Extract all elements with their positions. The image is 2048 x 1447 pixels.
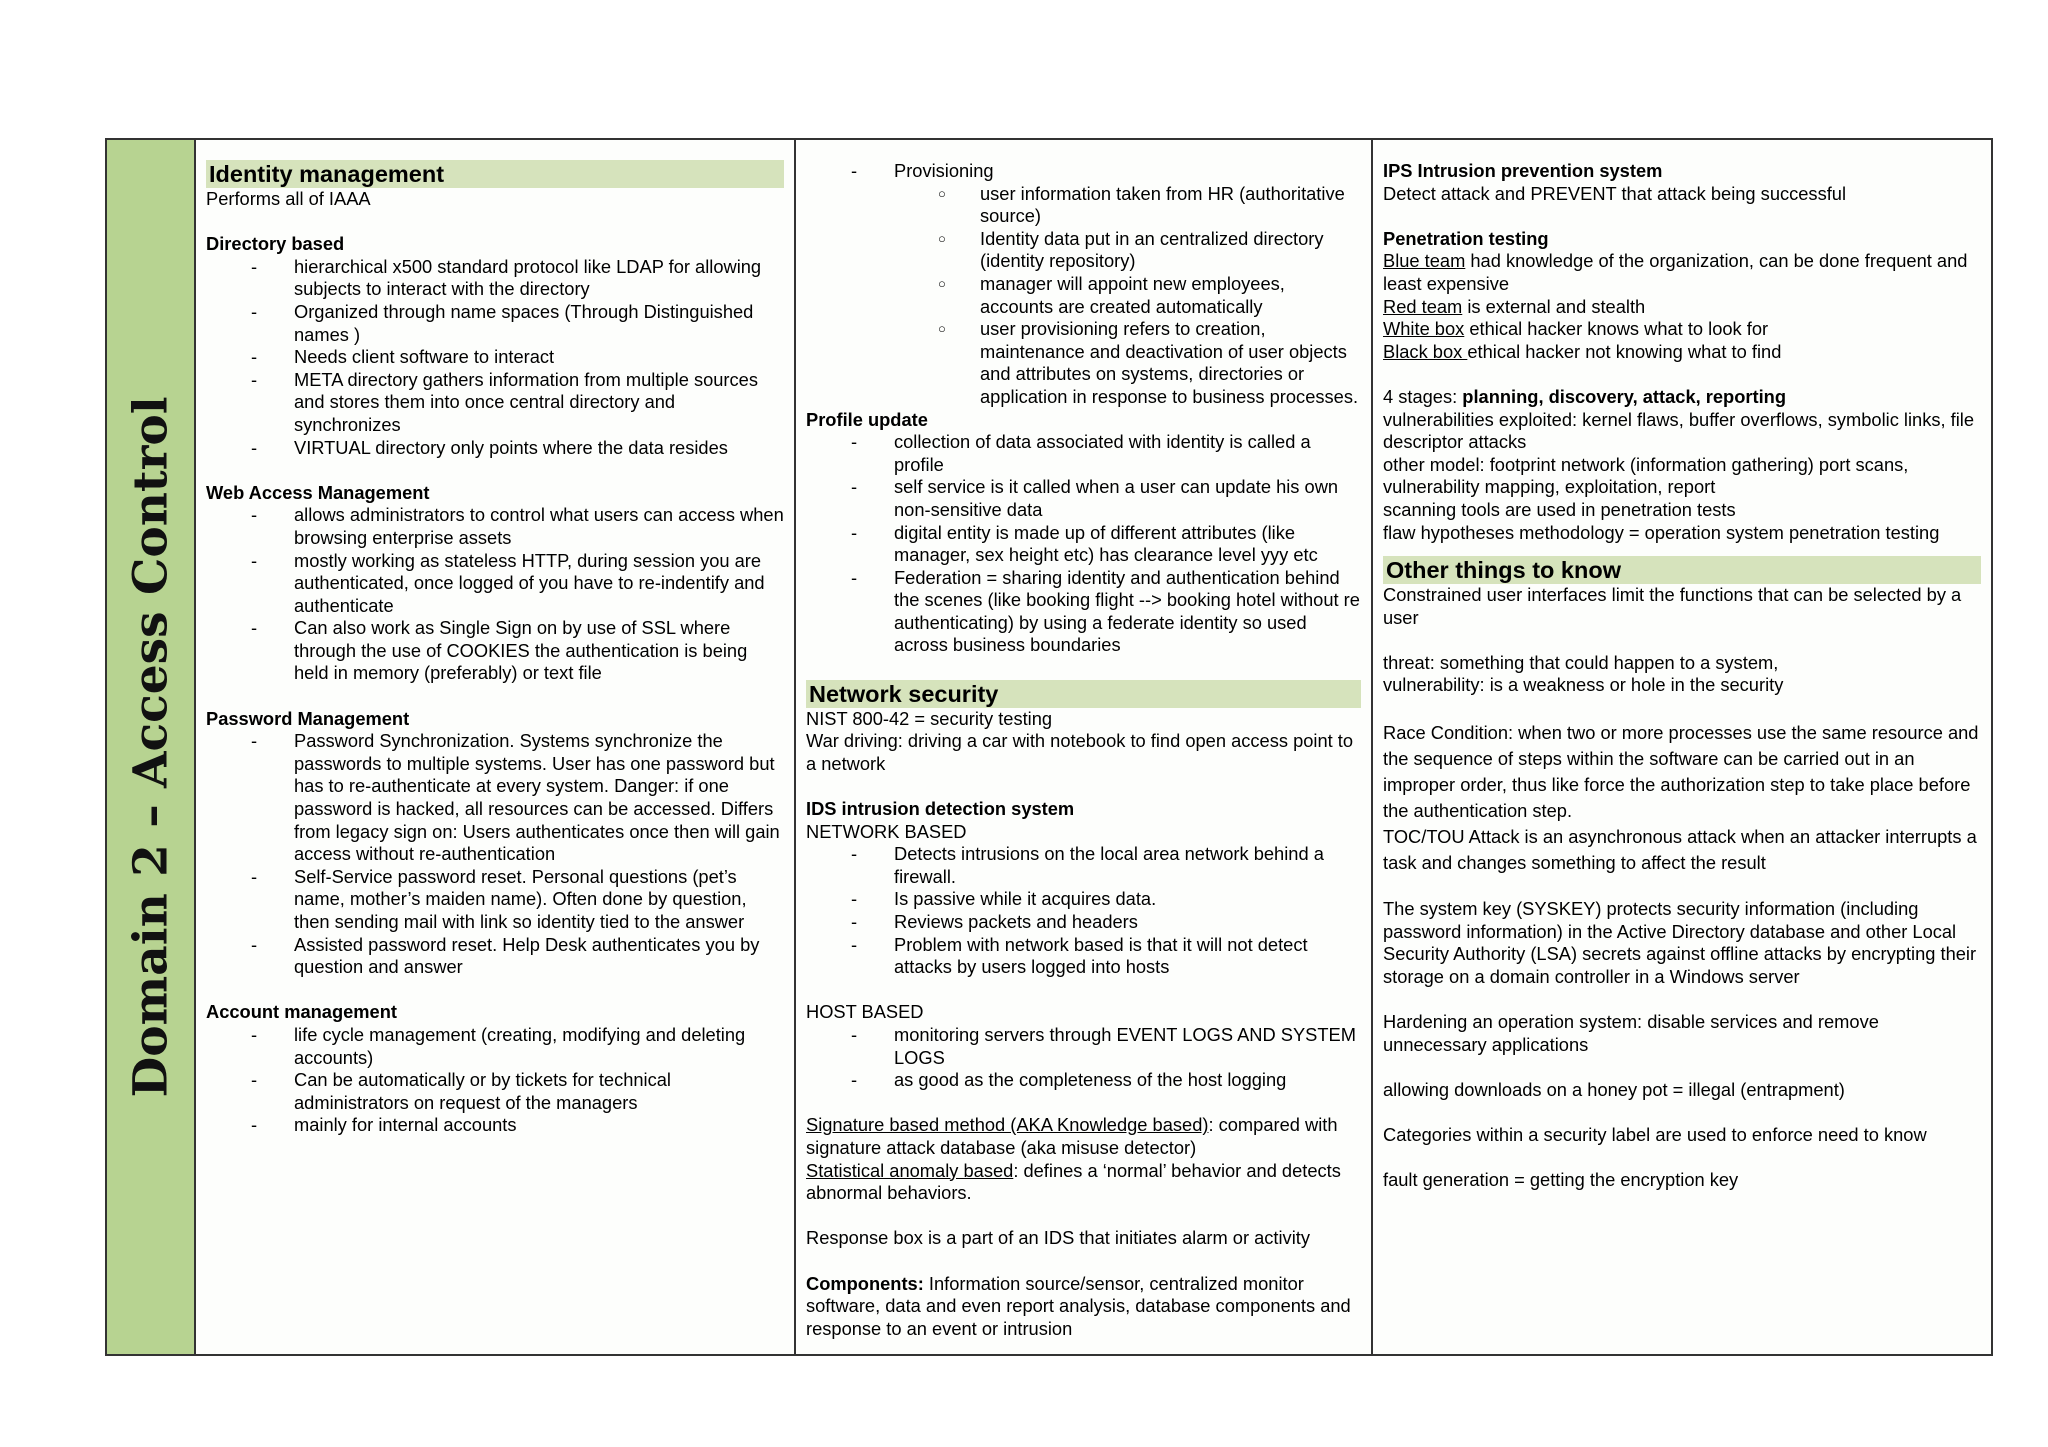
syskey-text: The system key (SYSKEY) protects security information (including password information) in the Active Directory database and other Local Security Authority (LSA) secrets against offline attacks by encrypting their storage on a domain controller in a Windows server: [1383, 898, 1977, 988]
web-access-list: [206, 504, 784, 685]
subheading-web-access: Web Access Management: [206, 481, 430, 503]
profile-list: [806, 431, 1361, 657]
race-condition-block: [1383, 720, 1981, 876]
pentest-line: flaw hypotheses methodology = operation system penetration testing: [1383, 521, 1940, 543]
signature-label: Signature based method (AKA Knowledge based): [806, 1114, 1209, 1136]
race-condition-text: Race Condition: when two or more processes use the same resource and the sequence of steps within the software can be carried out in an improper order, thus like force the authorization step to take place before the authentication step.: [1383, 721, 1979, 821]
vulnerability-line: vulnerability: is a weakness or hole in the security: [1383, 674, 1784, 696]
list-item: - collection of data associated with identity is called a profile: [806, 431, 1361, 476]
blue-team-label: Blue team: [1383, 250, 1466, 272]
threat-line: threat: something that could happen to a system,: [1383, 651, 1779, 673]
network-based-list: [806, 843, 1361, 979]
sidebar-title: Domain 2 – Access Control: [123, 396, 178, 1098]
list-item: - as good as the completeness of the host logging: [806, 1069, 1361, 1092]
list-item: - monitoring servers through EVENT LOGS AND SYSTEM LOGS: [806, 1024, 1361, 1069]
list-item: - VIRTUAL directory only points where the data resides: [206, 437, 784, 460]
section-heading-other: Other things to know: [1383, 556, 1981, 584]
list-item: - hierarchical x500 standard protocol like LDAP for allowing subjects to interact with the directory: [206, 256, 784, 301]
response-box-line: Response box is a part of an IDS that initiates alarm or activity: [806, 1227, 1310, 1249]
red-team-label: Red team: [1383, 295, 1463, 317]
list-item: - life cycle management (creating, modifying and deleting accounts): [206, 1024, 784, 1069]
list-item: - Needs client software to interact: [206, 346, 784, 369]
host-based-label: HOST BASED: [806, 1001, 924, 1023]
components-label: Components:: [806, 1272, 924, 1294]
list-item: - Is passive while it acquires data.: [806, 888, 1361, 911]
host-based-list: [806, 1024, 1361, 1092]
components-paragraph: [806, 1273, 1361, 1341]
identity-intro: Performs all of IAAA: [206, 188, 371, 209]
honeypot-text: allowing downloads on a honey pot = illegal (entrapment): [1383, 1079, 1845, 1100]
anomaly-text: : defines a ‘normal’ behavior and detects abnormal behaviors.: [806, 1159, 1341, 1204]
red-team-text: is external and stealth: [1462, 295, 1646, 317]
subheading-password: Password Management: [206, 707, 410, 729]
anomaly-paragraph: [806, 1160, 1361, 1205]
list-item: - Reviews packets and headers: [806, 911, 1361, 934]
list-item: ○ manager will appoint new employees, accounts are created automatically: [806, 273, 1361, 318]
list-item: - Can also work as Single Sign on by use of SSL where through the use of COOKIES the authentication is being held in memory (preferably) or text file: [206, 617, 784, 685]
constrained-line: Constrained user interfaces limit the functions that can be selected by a user: [1383, 584, 1962, 628]
subheading-ips: IPS Intrusion prevention system: [1383, 160, 1663, 181]
column-1: [196, 140, 796, 1354]
ips-text: Detect attack and PREVENT that attack being successful: [1383, 182, 1847, 204]
list-item: - Problem with network based is that it will not detect attacks by users logged into hosts: [806, 934, 1361, 979]
subheading-profile-update: Profile update: [806, 408, 928, 430]
subheading-directory: Directory based: [206, 233, 345, 255]
components-text: Information source/sensor, centralized monitor software, data and even report analysis, database components and response to an event or intrusion: [806, 1272, 1351, 1339]
list-item: - Detects intrusions on the local area network behind a firewall.: [806, 843, 1361, 888]
sidebar: [107, 140, 196, 1354]
list-item: - Self-Service password reset. Personal questions (pet’s name, mother’s maiden name). Often done by question, then sending mail with link so identity tied to the answer: [206, 866, 784, 934]
subheading-ids: IDS intrusion detection system: [806, 798, 1075, 820]
list-item: - digital entity is made up of different attributes (like manager, sex height etc) has clearance level yyy etc: [806, 522, 1361, 567]
blue-team-text: had knowledge of the organization, can be done frequent and least expensive: [1383, 250, 1968, 294]
toctou-text: TOC/TOU Attack is an asynchronous attack when an attacker interrupts a task and changes something to affect the result: [1383, 825, 1977, 873]
list-item: - Password Synchronization. Systems synchronize the passwords to multiple systems. User has one password but has to re-authenticate at every system. Danger: if one password is hacked, all resources can be accessed. Differs from legacy sign on: Users authenticates once then will gain access without re-authentication: [206, 730, 784, 866]
provisioning-sublist: [806, 183, 1361, 409]
list-item: - allows administrators to control what users can access when browsing enterprise assets: [206, 504, 784, 549]
war-driving-line: War driving: driving a car with notebook to find open access point to a network: [806, 730, 1354, 774]
list-item: ○ user provisioning refers to creation, maintenance and deactivation of user objects and attributes on systems, directories or application in response to business processes.: [806, 318, 1361, 408]
section-heading-network: Network security: [806, 680, 1361, 708]
list-item: ○ Identity data put in an centralized directory (identity repository): [806, 228, 1361, 273]
provisioning-label: - Provisioning: [806, 160, 1361, 183]
blue-team-line: [1383, 250, 1981, 295]
pentest-line: scanning tools are used in penetration tests: [1383, 498, 1736, 520]
black-box-label: Black box: [1383, 340, 1468, 362]
anomaly-label: Statistical anomaly based: [806, 1159, 1014, 1181]
list-item: - Federation = sharing identity and authentication behind the scenes (like booking flight --> booking hotel without re authenticating) by using a federate identity so used across business boundaries: [806, 567, 1361, 657]
white-box-label: White box: [1383, 318, 1465, 340]
white-box-line: [1383, 318, 1981, 341]
list-item: - Can be automatically or by tickets for technical administrators on request of the managers: [206, 1069, 784, 1114]
nist-line: NIST 800-42 = security testing: [806, 707, 1053, 729]
network-based-label: NETWORK BASED: [806, 820, 967, 842]
provisioning-list: [806, 160, 1361, 183]
list-item: ○ user information taken from HR (authoritative source): [806, 183, 1361, 228]
list-item: - Organized through name spaces (Through Distinguished names ): [206, 301, 784, 346]
list-item: - META directory gathers information from multiple sources and stores them into once central directory and synchronizes: [206, 369, 784, 437]
signature-paragraph: [806, 1114, 1361, 1159]
white-box-text: ethical hacker knows what to look for: [1464, 318, 1769, 340]
column-3: [1373, 140, 1991, 1354]
cheat-sheet-table: [105, 138, 1993, 1356]
password-list: [206, 730, 784, 979]
hardening-text: Hardening an operation system: disable services and remove unnecessary applications: [1383, 1011, 1879, 1055]
subheading-pentest: Penetration testing: [1383, 227, 1549, 249]
stages-prefix: 4 stages:: [1383, 385, 1463, 407]
red-team-line: [1383, 296, 1981, 319]
black-box-text: ethical hacker not knowing what to find: [1467, 340, 1782, 362]
section-heading-identity: Identity management: [206, 160, 784, 188]
list-item: - mainly for internal accounts: [206, 1114, 784, 1137]
fault-generation-text: fault generation = getting the encryption key: [1383, 1169, 1739, 1191]
list-item: - mostly working as stateless HTTP, during session you are authenticated, once logged of you have to re-indentify and authenticate: [206, 550, 784, 618]
pentest-line: vulnerabilities exploited: kernel flaws, buffer overflows, symbolic links, file descriptor attacks: [1383, 408, 1975, 453]
stages-bold: planning, discovery, attack, reporting: [1462, 385, 1786, 407]
list-item: - Assisted password reset. Help Desk authenticates you by question and answer: [206, 934, 784, 979]
directory-list: [206, 256, 784, 459]
column-2: [796, 140, 1373, 1354]
pentest-line: other model: footprint network (information gathering) port scans, vulnerability mapping, exploitation, report: [1383, 453, 1909, 498]
categories-text: Categories within a security label are used to enforce need to know: [1383, 1124, 1927, 1146]
list-item: - self service is it called when a user can update his own non-sensitive data: [806, 476, 1361, 521]
stages-line: [1383, 386, 1981, 409]
black-box-line: [1383, 341, 1981, 364]
signature-text: : compared with signature attack database (aka misuse detector): [806, 1114, 1338, 1158]
account-list: [206, 1024, 784, 1137]
subheading-account: Account management: [206, 1001, 397, 1023]
